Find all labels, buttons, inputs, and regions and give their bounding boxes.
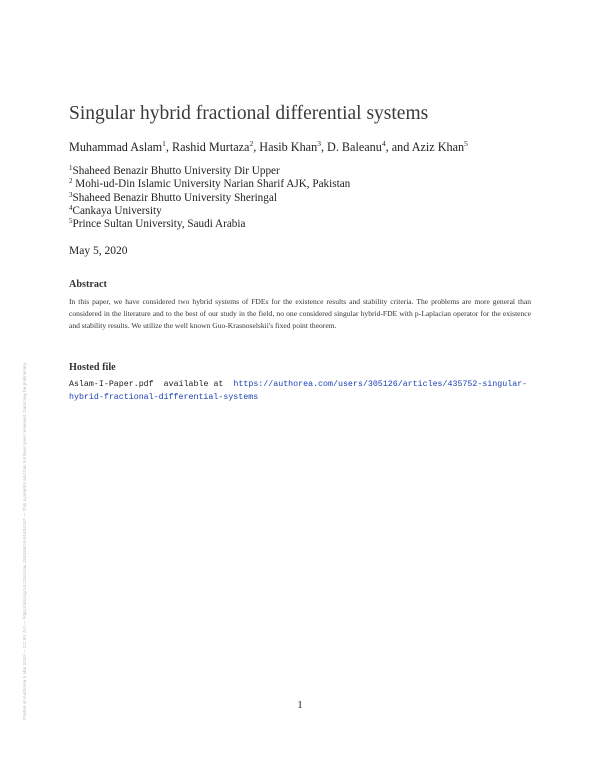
author-affiliation-mark: 5 bbox=[464, 139, 468, 148]
author-name: D. Baleanu bbox=[327, 140, 382, 154]
author-name: Rashid Murtaza bbox=[171, 140, 250, 154]
author-name: Hasib Khan bbox=[259, 140, 318, 154]
hosted-file-line bbox=[69, 379, 539, 404]
hosted-file-link[interactable]: https://authorea.com/users/305126/articles/435752-singular-hybrid-fractional-differential-systems bbox=[69, 380, 528, 402]
affiliation-line bbox=[69, 177, 350, 190]
page-number: 1 bbox=[297, 699, 303, 711]
affiliation-mark: 1 bbox=[69, 164, 73, 172]
affiliation-line bbox=[69, 204, 162, 217]
author-name: Aziz Khan bbox=[411, 140, 465, 154]
publication-date: May 5, 2020 bbox=[69, 245, 128, 257]
author-affiliation-mark: 3 bbox=[317, 139, 321, 148]
author-affiliation-mark: 2 bbox=[249, 139, 254, 148]
hosted-available-text: available at bbox=[163, 380, 224, 389]
affiliation-mark: 4 bbox=[69, 204, 73, 212]
author-separator: , bbox=[253, 140, 260, 154]
affiliation-mark: 2 bbox=[69, 177, 73, 185]
author-affiliation-mark: 4 bbox=[381, 139, 386, 148]
affiliation-text: Cankaya University bbox=[72, 205, 162, 217]
author-affiliation-mark: 1 bbox=[162, 139, 166, 148]
abstract-text: In this paper, we have considered two hybrid systems of FDEs for the existence results and stability criteria. The problems are more general than considered in the literature and to the best of our study in the field, no one considered singular hybrid-FDE with p-Laplacian operator for the existence and stability results. We utilize the well known Guo-Krasnoselskii's fixed point theorem. bbox=[69, 297, 531, 331]
preprint-sidebar-note: Posted on Authorea 5 Mar 2020 — CC BY 4.0 — https://doi.org/10.22541/au.158339419.91634197 — This a preprint and has not been peer reviewed. Data may be preliminary. bbox=[22, 361, 27, 720]
affiliation-text: Shaheed Benazir Bhutto University Sheringal bbox=[72, 192, 277, 204]
author-separator: , bbox=[165, 140, 172, 154]
hosted-file-heading: Hosted file bbox=[69, 362, 116, 373]
affiliation-text: Prince Sultan University, Saudi Arabia bbox=[72, 218, 246, 230]
affiliation-line bbox=[69, 217, 245, 230]
author-name: Muhammad Aslam bbox=[69, 140, 163, 154]
author-separator: , and bbox=[385, 140, 412, 154]
affiliation-line bbox=[69, 191, 277, 204]
affiliation-text: Shaheed Benazir Bhutto University Dir Upper bbox=[72, 165, 280, 177]
author-separator: , bbox=[320, 140, 328, 154]
hosted-filename: Aslam-I-Paper.pdf bbox=[69, 380, 154, 389]
abstract-heading: Abstract bbox=[69, 279, 107, 290]
affiliation-mark: 5 bbox=[69, 217, 73, 225]
affiliation-line bbox=[69, 164, 280, 177]
affiliation-mark: 3 bbox=[69, 191, 73, 199]
author-list bbox=[69, 139, 468, 155]
affiliation-text: Mohi-ud-Din Islamic University Narian Sharif AJK, Pakistan bbox=[72, 178, 351, 190]
paper-title: Singular hybrid fractional differential systems bbox=[69, 103, 429, 124]
